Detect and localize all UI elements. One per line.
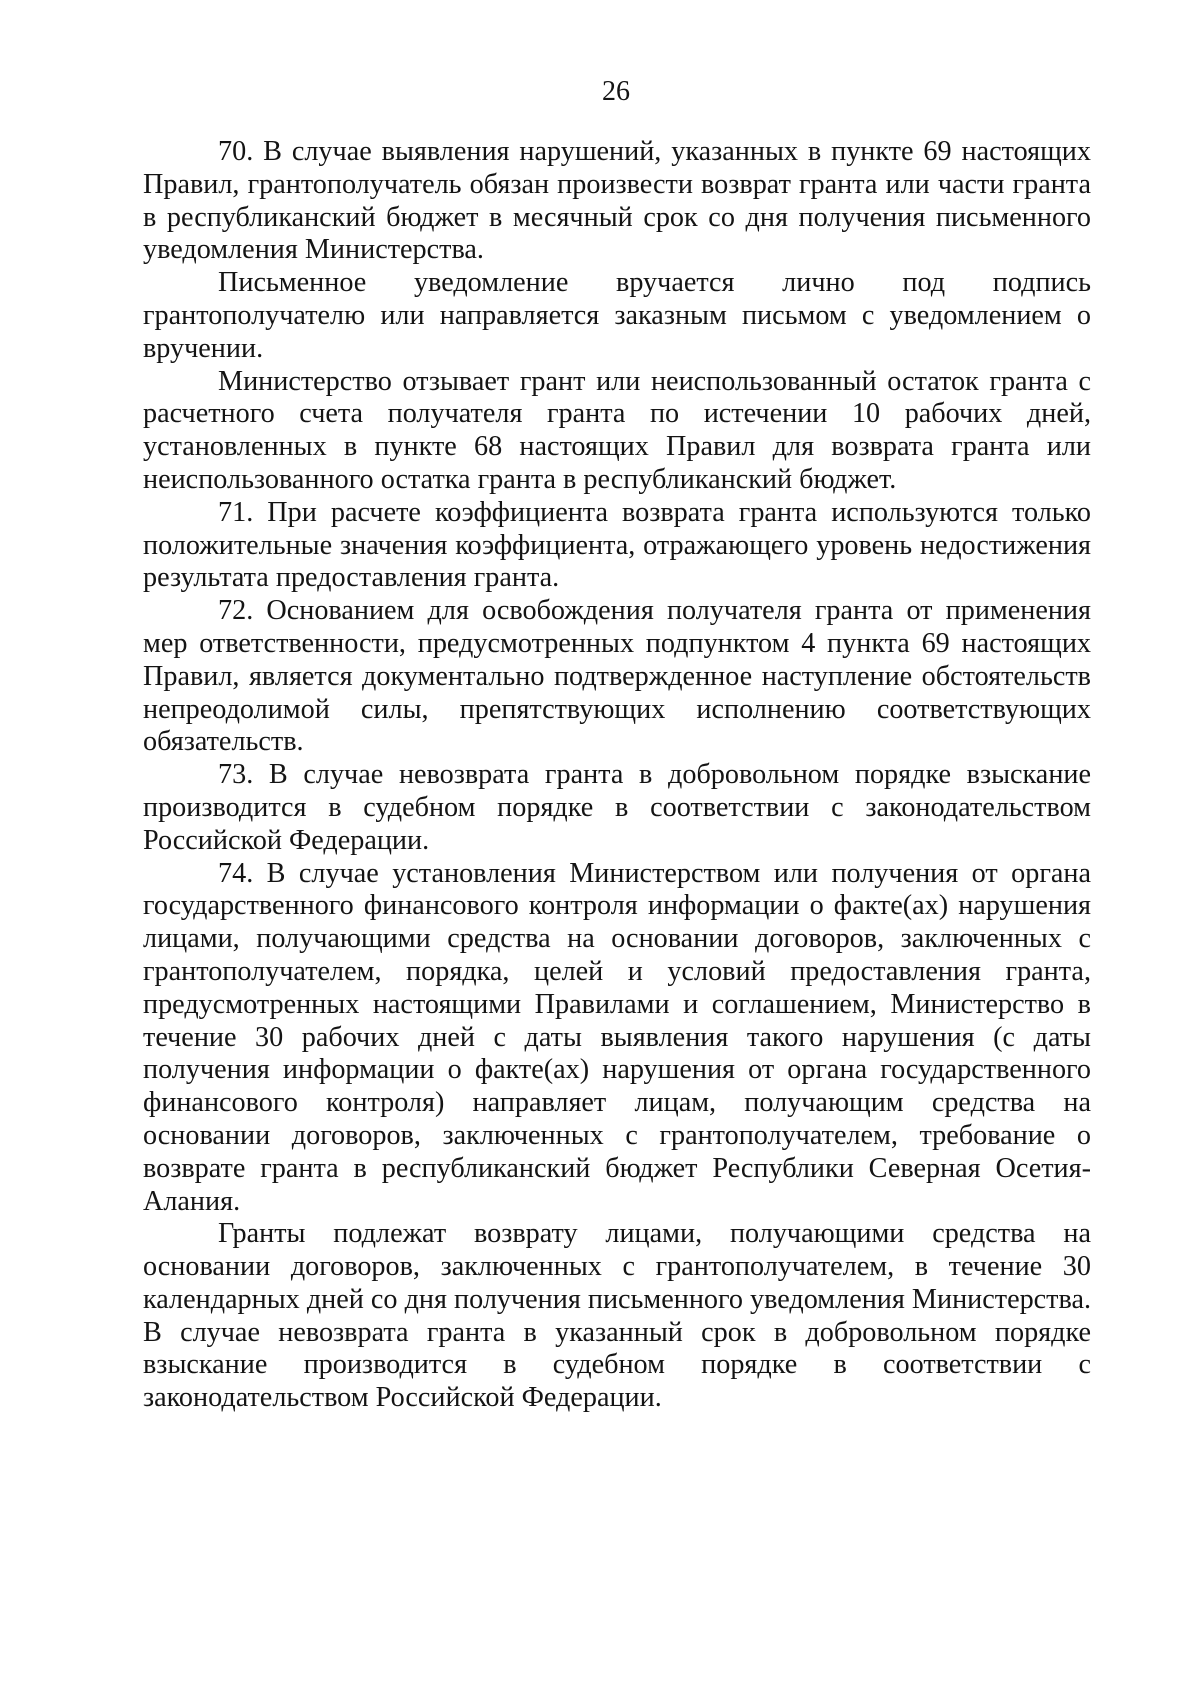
paragraph-70: 70. В случае выявления нарушений, указанных в пункте 69 настоящих Правил, грантополучатель обязан произвести возврат гранта или части гранта в республиканский бюджет в месячный срок со дня получения письменного уведомления Министерства. [143,136,1091,266]
paragraph-notice-delivery: Письменное уведомление вручается лично под подпись грантополучателю или направляется заказным письмом с уведомлением о вручении. [143,267,1091,364]
paragraph-71: 71. При расчете коэффициента возврата гранта используются только положительные значения коэффициента, отражающего уровень недостижения результата предоставления гранта. [143,496,1091,594]
document-body [143,136,1091,1415]
page-number: 26 [602,76,630,107]
paragraph-73: 73. В случае невозврата гранта в добровольном порядке взыскание производится в судебном порядке в соответствии с законодательством Российской Федерации. [143,759,1091,856]
paragraph-grant-return: Гранты подлежат возврату лицами, получающими средства на основании договоров, заключенных с грантополучателем, в течение 30 календарных дней со дня получения письменного уведомления Министерства. В случае невозврата гранта в указанный срок в добровольном порядке взыскание производится в судебном порядке в соответствии с законодательством Российской Федерации. [143,1218,1091,1414]
paragraph-72: 72. Основанием для освобождения получателя гранта от применения мер ответственности, предусмотренных подпунктом 4 пункта 69 настоящих Правил, является документально подтвержденное наступление обстоятельств непреодолимой силы, препятствующих исполнению соответствующих обязательств. [143,595,1091,758]
paragraph-74: 74. В случае установления Министерством или получения от органа государственного финансового контроля информации о факте(ах) нарушения лицами, получающими средства на основании договоров, заключенных с грантополучателем, порядка, целей и условий предоставления гранта, предусмотренных настоящими Правилами и соглашением, Министерство в течение 30 рабочих дней с даты выявления такого нарушения (с даты получения информации о факте(ах) нарушения от органа государственного финансового контроля) направляет лицам, получающим средства на основании договоров, заключенных с грантополучателем, требование о возврате гранта в республиканский бюджет Республики Северная Осетия-Алания. [143,857,1091,1217]
paragraph-grant-recall: Министерство отзывает грант или неиспользованный остаток гранта с расчетного счета получателя гранта по истечении 10 рабочих дней, установленных в пункте 68 настоящих Правил для возврата гранта или неиспользованного остатка гранта в республиканский бюджет. [143,365,1091,495]
